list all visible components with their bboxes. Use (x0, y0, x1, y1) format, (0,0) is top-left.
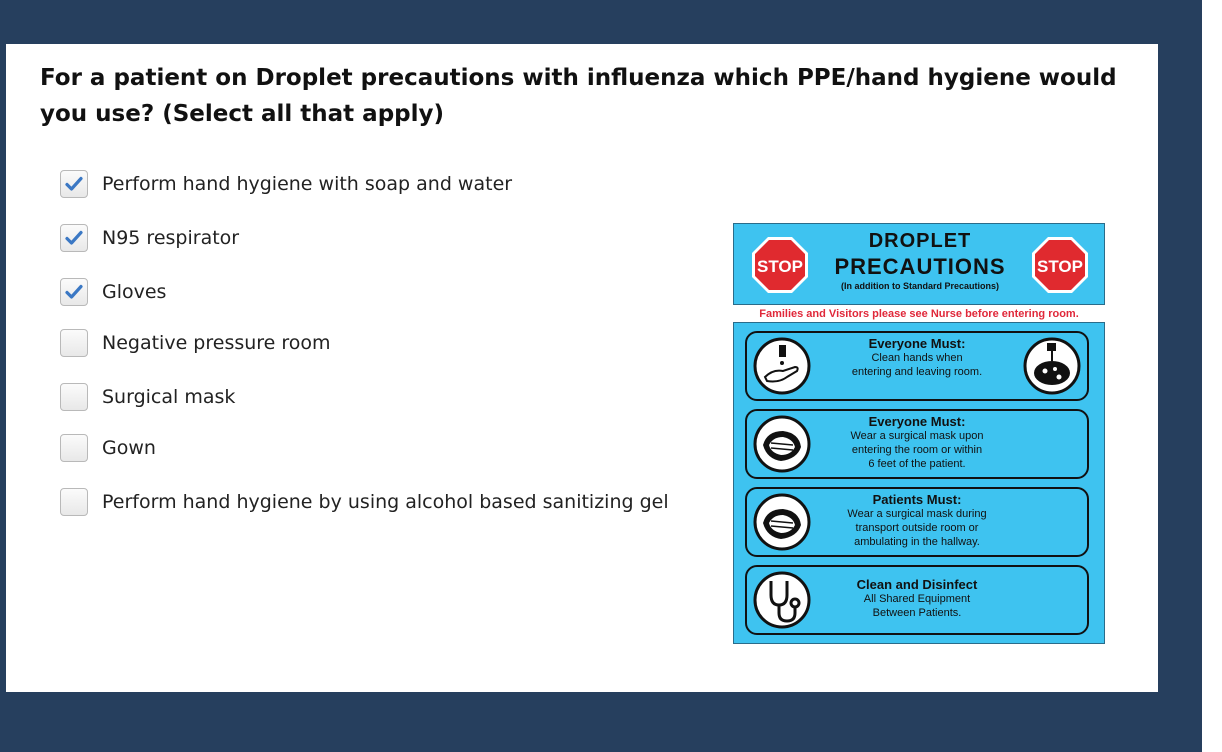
panel-heading: Clean and Disinfect (856, 577, 978, 592)
stethoscope-icon (753, 571, 811, 629)
option-negative-pressure-room[interactable] (60, 327, 700, 359)
checkmark-icon (64, 228, 84, 248)
panel-heading: Everyone Must: (868, 336, 966, 351)
surgical-mask-icon (753, 415, 811, 473)
stop-sign-icon (750, 235, 810, 295)
hand-soap-icon (753, 337, 811, 395)
option-gloves[interactable] (60, 276, 700, 308)
panel-line: entering and leaving room. (851, 366, 983, 378)
panel-text (817, 577, 1017, 620)
question-text (40, 60, 1120, 132)
option-label: Perform hand hygiene with soap and water (102, 173, 513, 195)
panel-line: 6 feet of the patient. (868, 458, 966, 470)
poster-title-line-2: PRECAUTIONS (834, 254, 1006, 279)
question-line-1: For a patient on Droplet precautions with influenza which PPE/hand hygiene would (40, 65, 1117, 91)
option-label: Gown (102, 437, 156, 459)
poster-panel-everyone-mask (745, 409, 1089, 479)
panel-line: Wear a surgical mask upon (850, 430, 984, 442)
option-label: Negative pressure room (102, 332, 331, 354)
option-label: N95 respirator (102, 227, 240, 249)
poster-body (733, 322, 1105, 644)
panel-heading: Patients Must: (872, 492, 962, 507)
option-soap-and-water[interactable] (60, 168, 700, 200)
option-n95-respirator[interactable] (60, 222, 700, 254)
panel-line: entering the room or within (851, 444, 983, 456)
panel-text (817, 414, 1017, 471)
poster-subtitle: (In addition to Standard Precautions) (840, 281, 999, 291)
panel-heading: Everyone Must: (868, 414, 966, 429)
panel-line: ambulating in the hallway. (854, 536, 980, 548)
panel-text (817, 492, 1017, 549)
poster-panel-hand-hygiene (745, 331, 1089, 401)
poster-title-line-1: DROPLET (868, 230, 972, 252)
surgical-mask-icon (753, 493, 811, 551)
hand-washing-icon (1023, 337, 1081, 395)
poster-header (733, 223, 1105, 305)
stop-sign-icon (1030, 235, 1090, 295)
panel-line: Between Patients. (872, 607, 962, 619)
option-label: Surgical mask (102, 386, 236, 408)
option-label: Perform hand hygiene by using alcohol based sanitizing gel (102, 491, 669, 513)
droplet-precautions-poster (733, 223, 1105, 644)
stop-sign-text: STOP (1037, 257, 1083, 276)
option-checkbox[interactable] (60, 224, 88, 252)
option-alcohol-gel[interactable] (60, 486, 700, 518)
question-line-2: you use? (Select all that apply) (40, 101, 445, 127)
option-checkbox[interactable] (60, 434, 88, 462)
option-checkbox[interactable] (60, 329, 88, 357)
option-checkbox[interactable] (60, 383, 88, 411)
question-card (6, 44, 1158, 692)
panel-text (817, 336, 1017, 379)
option-surgical-mask[interactable] (60, 381, 700, 413)
panel-line: All Shared Equipment (863, 593, 971, 605)
visitor-note: Families and Visitors please see Nurse before entering room. (759, 308, 1079, 320)
option-gown[interactable] (60, 432, 700, 464)
option-checkbox[interactable] (60, 278, 88, 306)
panel-line: Wear a surgical mask during (847, 508, 987, 520)
checkmark-icon (64, 174, 84, 194)
poster-panel-patients-mask (745, 487, 1089, 557)
stop-sign-text: STOP (757, 257, 803, 276)
option-checkbox[interactable] (60, 488, 88, 516)
poster-panel-clean-equipment (745, 565, 1089, 635)
option-checkbox[interactable] (60, 170, 88, 198)
page-edge-strip (1202, 0, 1222, 752)
panel-line: Clean hands when (871, 352, 963, 364)
checkmark-icon (64, 282, 84, 302)
option-label: Gloves (102, 281, 167, 303)
panel-line: transport outside room or (855, 522, 979, 534)
